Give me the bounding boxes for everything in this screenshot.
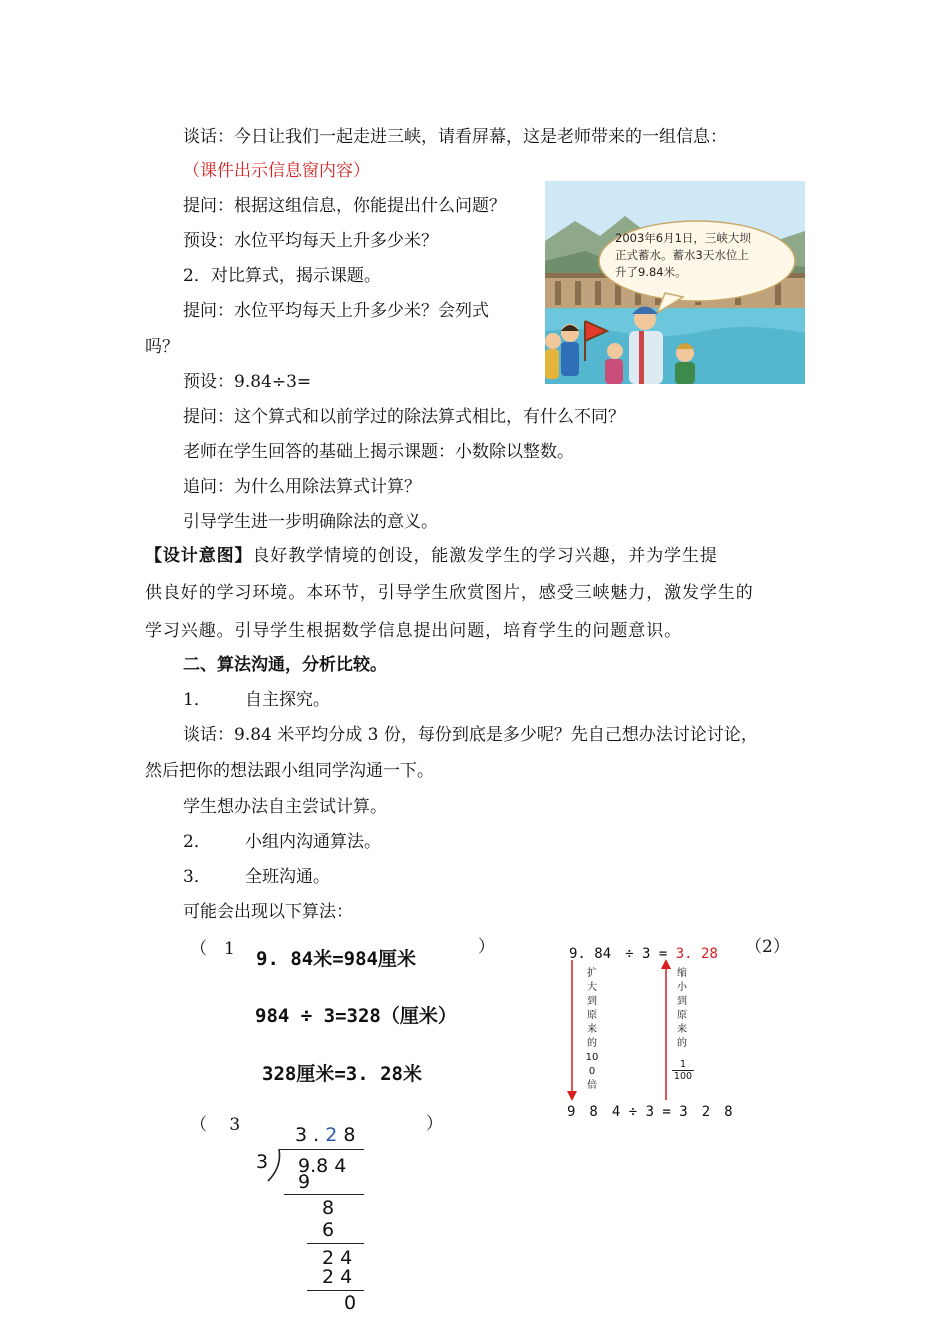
text-line: 预设：水位平均每天上升多少米？ [183, 231, 438, 251]
design-intent-line: 学习兴趣。引导学生根据数学信息提出问题，培育学生的问题意识。 [145, 621, 682, 641]
quotient [295, 1124, 355, 1146]
list-number: 2． [183, 832, 211, 852]
method2-fraction [672, 1059, 694, 1082]
text-line: 谈话：今日让我们一起走进三峡，请看屏幕，这是老师带来的一组信息： [183, 127, 727, 147]
design-intent-text: 良好教学情境的创设，能激发学生的学习兴趣，并为学生提 [252, 546, 718, 566]
method1-equation: 9. 84米=984厘米 [256, 948, 416, 970]
method3-label: （ 3 [190, 1115, 241, 1135]
method1-label: （ 1 [190, 939, 235, 959]
division-step: 2 4 [322, 1266, 353, 1288]
dividend: 9.8 4 [298, 1155, 347, 1177]
text-line: 提问：这个算式和以前学过的除法算式相比，有什么不同？ [183, 407, 625, 427]
method2-label: （2） [745, 937, 790, 957]
method2-arrows [560, 955, 680, 1105]
text-line: 提问：根据这组信息，你能提出什么问题？ [183, 196, 506, 216]
division-step: 8 [322, 1197, 335, 1219]
quotient-part: 8 [337, 1124, 356, 1146]
division-remainder: 0 [344, 1292, 357, 1314]
quotient-part: 3 . [295, 1124, 320, 1146]
method2-top-result: 3. 28 [675, 946, 718, 962]
list-item: 小组内沟通算法。 [245, 832, 381, 852]
text-line: 2．对比算式，揭示课题。 [183, 266, 381, 286]
fraction-denominator: 100 [673, 1071, 693, 1082]
text-line: 提问：水位平均每天上升多少米？会列式 [183, 301, 489, 321]
courseware-note: （课件出示信息窗内容） [183, 161, 370, 181]
design-intent-line: 供良好的学习环境。本环节，引导学生欣赏图片，感受三峡魅力，激发学生的 [145, 583, 754, 603]
division-step: 9 [298, 1171, 311, 1193]
step-rule [307, 1243, 364, 1244]
list-item: 全班沟通。 [245, 867, 330, 887]
division-step: 2 4 [322, 1247, 353, 1269]
info-bubble-line: 升了9.84米。 [615, 265, 687, 279]
method2-shrink-text: 缩小到原来的 [677, 968, 687, 1049]
text-line: 引导学生进一步明确除法的意义。 [183, 512, 438, 532]
fraction-numerator: 1 [679, 1059, 687, 1070]
list-item: 自主探究。 [245, 690, 330, 710]
division-bar [279, 1149, 364, 1150]
text-line: 吗？ [145, 337, 179, 357]
info-bubble-line: 2003年6月1日，三峡大坝 [615, 231, 751, 245]
step-rule [284, 1194, 364, 1195]
text-line: 学生想办法自主尝试计算。 [183, 797, 387, 817]
design-intent-heading: 【设计意图】 [145, 546, 253, 566]
text-line: 预设：9.84÷3= [183, 372, 312, 392]
illustration-svg [545, 181, 805, 384]
text-line: 然后把你的想法跟小组同学沟通一下。 [145, 761, 434, 781]
method2-bottom-equation: 9 8 4 ÷ 3 = 3 2 8 [567, 1104, 733, 1120]
method2-top-left: 9. 84 ÷ 3 = [569, 946, 668, 962]
text-line: 老师在学生回答的基础上揭示课题：小数除以整数。 [183, 442, 574, 462]
method1-equation: 984 ÷ 3=328（厘米） [255, 1005, 457, 1027]
section-heading: 二、算法沟通，分析比较。 [183, 655, 387, 675]
step-rule [307, 1290, 364, 1291]
design-intent-line [145, 545, 718, 567]
three-gorges-illustration [545, 181, 805, 384]
method1-label-close: ） [478, 937, 495, 957]
method1-equation: 328厘米=3. 28米 [262, 1063, 422, 1085]
division-bracket [266, 1149, 284, 1183]
list-number: 1． [183, 690, 211, 710]
division-step: 6 [322, 1219, 335, 1241]
divisor: 3 [256, 1151, 269, 1173]
text-line: 谈话：9.84 米平均分成 3 份，每份到底是多少呢？先自己想办法讨论讨论， [183, 725, 758, 745]
quotient-digit: 2 [325, 1124, 338, 1146]
info-bubble-line: 正式蓄水。蓄水3天水位上 [615, 248, 749, 262]
list-number: 3． [183, 867, 211, 887]
method2-enlarge-text: 扩大到原来的100倍 [585, 968, 599, 1091]
text-line: 追问：为什么用除法算式计算？ [183, 477, 421, 497]
text-line: 可能会出现以下算法： [183, 902, 353, 922]
method3-label-close: ） [426, 1114, 443, 1134]
